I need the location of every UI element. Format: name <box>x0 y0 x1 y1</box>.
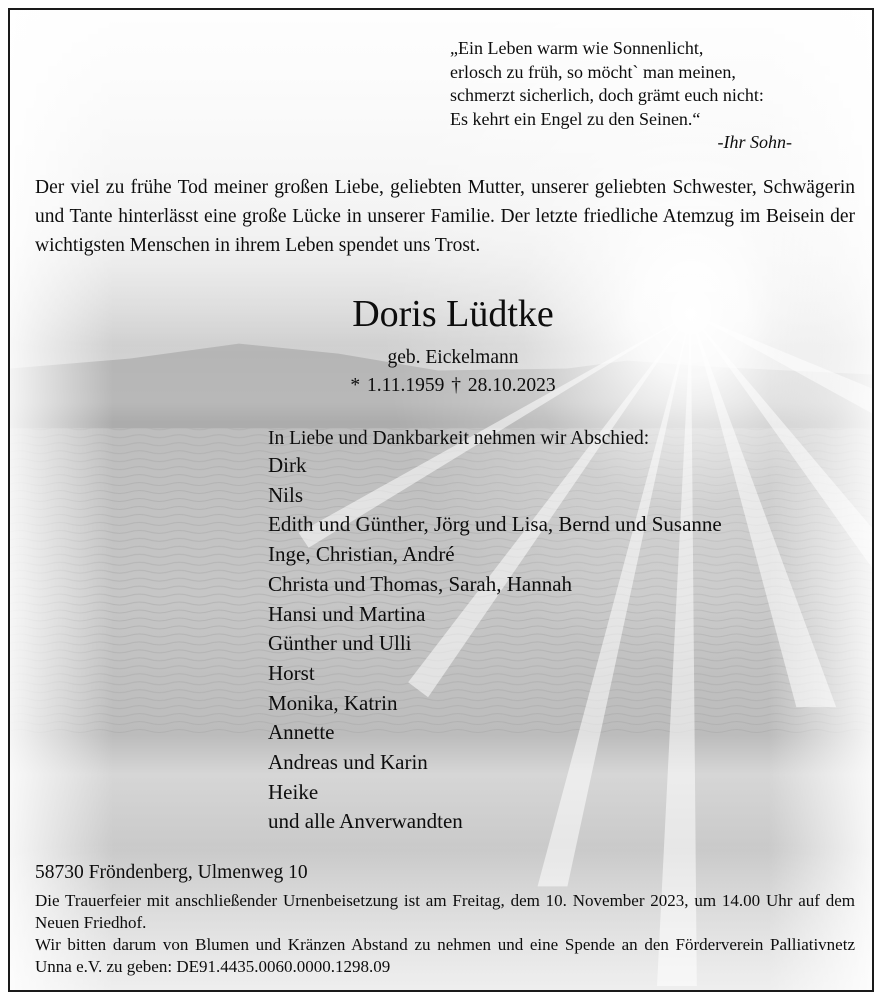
deceased-name: Doris Lüdtke <box>352 293 554 335</box>
mourner-line: Monika, Katrin <box>268 690 398 715</box>
mourner-line: Annette <box>268 720 335 745</box>
mourner-line: Horst <box>268 660 315 685</box>
intro-paragraph: Der viel zu frühe Tod meiner großen Liebe, geliebten Mutter, unserer geliebten Schwester, Schwägerin und Tante hinterlässt eine große Lücke in unserer Familie. Der letzte friedliche Atemzug im Beisein der wichtigsten Menschen in ihrem Leben spendet uns Trost. <box>35 177 855 256</box>
obituary-content <box>10 10 872 990</box>
mourner-line: und alle Anverwandten <box>268 809 463 834</box>
mourner-line: Nils <box>268 482 304 507</box>
mourner-line: Edith und Günther, Jörg und Lisa, Bernd und Susanne <box>268 512 722 537</box>
poem-signature: -Ihr Sohn- <box>717 132 792 152</box>
birth-name: geb. Eickelmann <box>387 347 519 368</box>
mourner-line: Heike <box>268 779 319 804</box>
obituary-card <box>8 8 874 992</box>
farewell-text: In Liebe und Dankbarkeit nehmen wir Abschied: <box>268 428 650 449</box>
donation-note: Wir bitten darum von Blumen und Kränzen Abstand zu nehmen und eine Spende an den Förderverein Palliativnetz Unna e.V. zu geben: DE91.4435.0060.0000.1298.09 <box>35 935 855 976</box>
mourner-line: Inge, Christian, André <box>268 542 455 567</box>
ceremony-note: Die Trauerfeier mit anschließender Urnenbeisetzung ist am Freitag, dem 10. November 2023, um 14.00 Uhr auf dem Neuen Friedhof. <box>35 891 855 932</box>
life-dates: * 1.11.1959 † 28.10.2023 <box>350 375 556 396</box>
poem-line: erlosch zu früh, so möcht` man meinen, <box>450 61 736 82</box>
poem <box>450 37 792 155</box>
poem-line: „Ein Leben warm wie Sonnenlicht, <box>450 38 704 58</box>
mourner-line: Günther und Ulli <box>268 631 412 656</box>
family-address: 58730 Fröndenberg, Ulmenweg 10 <box>35 862 308 883</box>
mourner-line: Hansi und Martina <box>268 601 426 626</box>
mourner-line: Dirk <box>268 453 307 477</box>
mourners-list <box>268 451 722 837</box>
funeral-notes <box>35 890 855 978</box>
poem-line: Es kehrt ein Engel zu den Seinen.“ <box>450 108 701 129</box>
poem-line: schmerzt sicherlich, doch grämt euch nicht: <box>450 85 764 105</box>
mourner-line: Andreas und Karin <box>268 750 428 775</box>
mourner-line: Christa und Thomas, Sarah, Hannah <box>268 571 573 596</box>
